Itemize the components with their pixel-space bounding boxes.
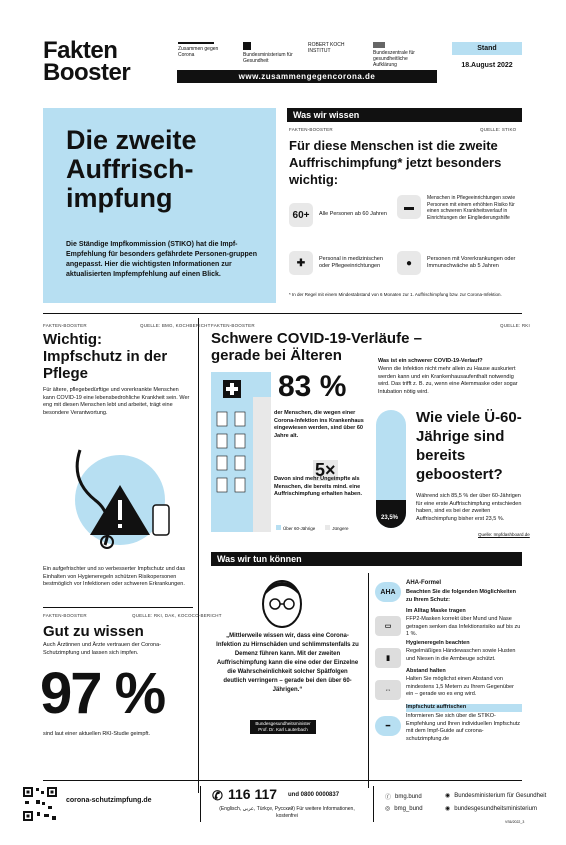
portrait-illustration <box>254 574 310 630</box>
footer-website[interactable]: corona-schutzimpfung.de <box>66 797 152 804</box>
ministry-link[interactable]: ◉ Bundesministerium für Gesundheit <box>445 792 547 799</box>
section-bar-was-wir-tun-koennen: Was wir tun können <box>211 552 522 566</box>
kicker-source: QUELLE: STIKO <box>480 127 517 132</box>
phone-icon: ✆ <box>212 788 223 803</box>
geboostert-text: Während sich 85,5 % der über 60-Jährigen für eine erste Auffrischimpfung entschieden haben, sind es bei der zweiten Auffrischimpfung bisher erst 23,5 %. <box>416 493 522 522</box>
stat-5x: 5× <box>315 460 336 480</box>
divider <box>373 786 374 822</box>
fakten-booster-logo: Fakten Booster <box>43 37 131 86</box>
section-bar-was-wir-wissen: Was wir wissen <box>287 108 522 122</box>
stat-83-text: der Menschen, die wegen einer Corona-Infektion ins Krankenhaus eingewiesen werden, sind über 60 Jahre alt. <box>274 410 364 439</box>
rule-title: Abstand halten <box>406 668 446 674</box>
hero-title: Die zweite Auffrisch-impfung <box>66 125 197 213</box>
kicker: FAKTEN-BOOSTER <box>43 613 87 618</box>
source-link[interactable]: Quelle: Impfdashboard.de <box>478 532 530 537</box>
rule-title: Im Alltag Maske tragen <box>406 608 466 614</box>
target-group-item: ● Personen mit Vorerkrankungen oder Immunschwäche ab 5 Jahren <box>397 251 522 275</box>
pct-23: 23,5% <box>381 515 399 521</box>
target-group-item: ✚ Personal in medizinischen oder Pflegeeinrichtungen <box>289 251 399 275</box>
divider <box>200 786 201 822</box>
kicker-source: QUELLE: BMG, KOCHBERICHT <box>140 323 211 328</box>
divider <box>43 313 522 314</box>
rule-title: Hygieneregeln beachten <box>406 640 470 646</box>
aha-intro: Beachten Sie die folgenden Möglichkeiten zu Ihrem Schutz: <box>406 589 517 603</box>
gut-text: Auch Ärztinnen und Ärzte vertrauen der Corona-Schutzimpfung und lassen sich impfen. <box>43 642 162 656</box>
ministry-social[interactable]: ◉ bundesgesundheitsministerium <box>445 805 537 812</box>
print-code: VS6/2022_3 <box>505 820 525 824</box>
gut-bottom: sind laut einer aktuellen RKI-Studie geimpft. <box>43 731 151 737</box>
aha-icon: AHA <box>375 582 401 602</box>
pflege-text: Für ältere, pflegebedürftige und vorerkrankte Menschen kann COVID-19 eine lebensbedrohliche Krankheit sein. Wer eng mit diesen Menschen lebt und arbeitet, trägt eine besondere Verantwortung. <box>43 387 190 416</box>
kicker: FAKTEN-BOOSTER <box>211 323 255 328</box>
partner-logo: Zusammen gegen Corona <box>178 42 233 58</box>
social-instagram[interactable]: ◎ bmg_bund <box>385 805 423 812</box>
rule-title: Impfschutz auffrischen <box>406 704 522 712</box>
gut-title: Gut zu wissen <box>43 623 144 640</box>
soap-icon: ▮ <box>375 648 401 668</box>
instagram-icon: ◎ <box>385 806 391 812</box>
youtube-icon: ◉ <box>445 806 451 812</box>
pflege-illustration <box>55 430 180 555</box>
rule-text: Halten Sie möglichst einen Abstand von mindestens 1,5 Metern zu Ihrem Gegenüber ein – gerade wo es eng wird. <box>406 676 514 697</box>
age-60-icon: 60+ <box>289 203 313 227</box>
kicker-source: QUELLE: RKI, DAK, KOCOCO-BERICHT <box>132 613 222 618</box>
qr-code-icon[interactable] <box>22 786 58 822</box>
verlaeufe-title: Schwere COVID-19-Verläufe – gerade bei Älteren <box>211 330 422 364</box>
target-group-item: 60+ Alle Personen ab 60 Jahren <box>289 203 399 227</box>
legend <box>276 525 349 531</box>
legend-item: Über 60-Jährige <box>276 525 315 531</box>
kicker-source: QUELLE: RKI <box>500 323 530 328</box>
target-group-item: ▬ Menschen in Pflegeeinrichtungen sowie Personen mit einem erhöhten Risiko für einen schweren Krankheitsverlauf in Einrichtungen der Eingliederungshilfe <box>397 195 522 221</box>
kicker: FAKTEN-BOOSTER <box>289 127 333 132</box>
footnote: * In der Regel mit einem Mindestabstand von 6 Monaten zur 1. Auffrischimpfung bzw. zur Corona-Infektion. <box>289 292 502 297</box>
facebook-icon: ⓕ <box>385 795 392 801</box>
stat-83-percent: 83 % <box>278 370 347 403</box>
vaccine-bar-illustration <box>376 410 406 528</box>
stat-5x-text: Davon sind mehr Ungeimpfte als Menschen, die bereits mind. eine Auffrischimpfung erhalten haben. <box>274 476 363 497</box>
distance-icon: ⇔ <box>375 680 401 700</box>
stand-label: Stand <box>452 42 522 55</box>
geboostert-question: Wie viele Ü-60-Jährige sind bereits geboostert? <box>416 409 522 483</box>
hospital-building-illustration <box>211 372 271 532</box>
verlauf-answer: Wenn die Infektion nicht mehr allein zu Hause auskuriert werden kann und ein Krankenhausaufenthalt notwendig wird. Das trifft z. B. zu, wenn eine Atemmaske oder sogar Intubation nötig wird. <box>378 366 518 395</box>
partner-logo: ROBERT KOCH INSTITUT <box>308 42 345 54</box>
partner-logo: Bundeszentrale für gesundheitliche Aufklärung <box>373 42 428 68</box>
kicker: FAKTEN-BOOSTER <box>43 323 87 328</box>
divider <box>368 573 369 788</box>
quote-author: Bundesgesundheitsminister Prof. Dr. Karl Lauterbach <box>250 720 316 734</box>
hero-box <box>43 108 276 303</box>
warning-illustration <box>55 430 180 555</box>
pct-97: 97 % <box>40 661 165 726</box>
pill-icon: ● <box>397 251 421 275</box>
medical-cross-icon: ✚ <box>289 251 313 275</box>
ministry-icon: ◉ <box>445 793 451 799</box>
pflege-bottom-text: Ein aufgefrischter und so verbesserter Impfschutz und das Einhalten von Hygieneregeln schützen Risikopersonen bestmöglich vor Infektionen oder schweren Erkrankungen. <box>43 566 186 587</box>
hotline-note: (Englisch, عربي, Türkçe, Русский) Für weitere Informationen, kostenfrei <box>219 806 355 819</box>
website-url[interactable]: www.zusammengegencorona.de <box>177 70 437 83</box>
rule-text: Informieren Sie sich über die STIKO-Empfehlung und Ihren individuellen Impfschutz mit dem Impf-Guide auf corona-schutzimpfung.de <box>406 713 521 742</box>
was-wir-wissen-heading: Für diese Menschen ist die zweite Auffrischimpfung* jetzt besonders wichtig: <box>289 138 502 187</box>
partner-logos <box>178 42 438 68</box>
pflege-title: Wichtig: Impfschutz in der Pflege <box>43 331 168 382</box>
lauterbach-quote: „Mittlerweile wissen wir, dass eine Corona-Infektion zu Hirnschäden und schlimmstenfalls zu Demenz führen kann. Mit der zweiten Auffrischimpfung kann die eine oder der Einzelne die Wahrscheinlichkeit solcher Spätfolgen deutlich verringern – gerade bei den über 60-Jährigen.“ <box>216 633 359 693</box>
legend-item: Jüngere <box>325 525 348 531</box>
bed-icon: ▬ <box>397 195 421 219</box>
rule-text: FFP2-Masken korrekt über Mund und Nase getragen senken das Infektionsrisiko auf bis zu 1 %. <box>406 616 521 637</box>
verlauf-question: Was ist ein schwerer COVID-19-Verlauf? <box>378 358 483 364</box>
hotline-number[interactable]: 116 117 <box>228 786 278 802</box>
divider <box>43 780 522 781</box>
hotline-number-2[interactable]: und 0800 0000837 <box>288 792 340 798</box>
partner-logo: Bundesministerium für Gesundheit <box>243 42 298 64</box>
divider <box>198 318 199 793</box>
syringe-icon: ━ <box>375 716 401 736</box>
stand-date: 18.August 2022 <box>461 62 513 69</box>
divider <box>43 607 193 608</box>
rule-text: Regelmäßiges Händewaschen sowie Husten und Niesen in die Armbeuge schützt. <box>406 648 516 662</box>
hero-text: Die Ständige Impfkommission (STIKO) hat die Impf-Empfehlung für besonders gefährdete Personen-gruppen angepasst. Hier die wichtigsten Informationen zur aktualisierten Impfempfehlung auf einen Blick. <box>66 241 257 278</box>
aha-label: AHA-Formel <box>406 580 442 586</box>
mask-icon: ▭ <box>375 616 401 636</box>
social-facebook[interactable]: ⓕ bmg.bund <box>385 793 422 801</box>
